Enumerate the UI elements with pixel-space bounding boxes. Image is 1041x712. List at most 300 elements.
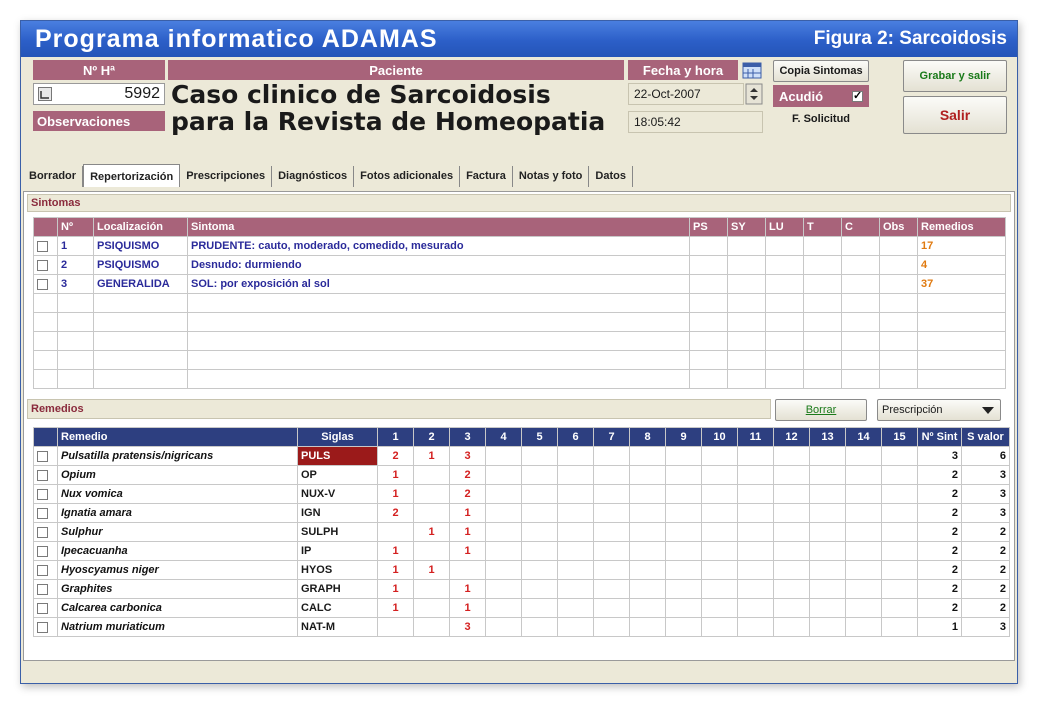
symptom-grade-empty — [594, 504, 630, 523]
empty-cell[interactable] — [34, 351, 58, 370]
symptom-grade-empty — [774, 599, 810, 618]
sintomas-col-header[interactable]: T — [804, 218, 842, 237]
empty-cell[interactable] — [842, 332, 880, 351]
remedio-check-cell[interactable] — [34, 504, 58, 523]
remedio-n-sint: 2 — [918, 599, 962, 618]
sintoma-remedios-count: 17 — [918, 237, 1006, 256]
remedios-col-header[interactable]: 9 — [666, 428, 702, 447]
remedios-col-header[interactable]: 13 — [810, 428, 846, 447]
remedio-siglas[interactable]: HYOS — [298, 561, 378, 580]
symptom-grade-empty — [558, 618, 594, 637]
sintoma-text[interactable]: Desnudo: durmiendo — [188, 256, 690, 275]
remedio-s-valor: 2 — [962, 523, 1010, 542]
symptom-grade-empty — [738, 599, 774, 618]
sintomas-col-header[interactable]: Remedios — [918, 218, 1006, 237]
empty-cell[interactable] — [880, 313, 918, 332]
remedios-table — [33, 427, 1010, 637]
remedio-siglas[interactable]: OP — [298, 466, 378, 485]
sintoma-flag-cell[interactable] — [804, 256, 842, 275]
symptom-grade-empty — [702, 542, 738, 561]
row-checkbox[interactable] — [37, 508, 48, 519]
remedio-n-sint: 2 — [918, 542, 962, 561]
remedio-name[interactable]: Natrium muriaticum — [58, 618, 298, 637]
symptom-grade-empty — [846, 504, 882, 523]
remedio-siglas[interactable]: IGN — [298, 504, 378, 523]
remedios-col-header[interactable]: Nº Sint — [918, 428, 962, 447]
empty-cell[interactable] — [804, 332, 842, 351]
spinner-icon[interactable] — [745, 83, 763, 105]
symptom-grade-1: 1 — [378, 485, 414, 504]
remedios-col-header[interactable]: 4 — [486, 428, 522, 447]
nh-value: 5992 — [124, 85, 160, 102]
remedios-col-header[interactable]: Remedio — [58, 428, 298, 447]
row-checkbox[interactable] — [37, 622, 48, 633]
sintoma-text[interactable]: SOL: por exposición al sol — [188, 275, 690, 294]
remedio-row[interactable] — [34, 561, 1010, 580]
symptom-grade-empty — [774, 523, 810, 542]
empty-cell[interactable] — [804, 313, 842, 332]
symptom-grade-empty — [522, 542, 558, 561]
symptom-grade-empty — [882, 504, 918, 523]
symptom-grade-empty — [882, 485, 918, 504]
sintoma-flag-cell[interactable] — [766, 256, 804, 275]
symptom-grade-empty — [558, 466, 594, 485]
sintoma-empty-row[interactable] — [34, 370, 1006, 389]
remedio-row[interactable] — [34, 580, 1010, 599]
symptom-grade-empty — [522, 485, 558, 504]
sintoma-remedios-count: 37 — [918, 275, 1006, 294]
symptom-grade-empty — [630, 523, 666, 542]
remedios-col-header[interactable]: Siglas — [298, 428, 378, 447]
remedio-check-cell[interactable] — [34, 466, 58, 485]
empty-cell[interactable] — [728, 332, 766, 351]
remedio-n-sint: 2 — [918, 580, 962, 599]
empty-cell[interactable] — [690, 351, 728, 370]
sintomas-col-header[interactable]: Sintoma — [188, 218, 690, 237]
remedios-col-header[interactable]: 2 — [414, 428, 450, 447]
remedio-siglas[interactable]: IP — [298, 542, 378, 561]
symptom-grade-empty — [810, 466, 846, 485]
empty-cell[interactable] — [728, 351, 766, 370]
empty-cell[interactable] — [728, 313, 766, 332]
prescripcion-dropdown[interactable] — [877, 399, 1001, 421]
remedio-siglas[interactable]: PULS — [298, 447, 378, 466]
empty-cell[interactable] — [58, 313, 94, 332]
remedios-col-header[interactable]: 10 — [702, 428, 738, 447]
symptom-grade-empty — [558, 580, 594, 599]
remedio-row[interactable] — [34, 504, 1010, 523]
symptom-grade-3 — [450, 561, 486, 580]
empty-cell[interactable] — [690, 370, 728, 389]
symptom-grade-empty — [558, 485, 594, 504]
sintomas-col-header[interactable]: LU — [766, 218, 804, 237]
symptom-grade-empty — [810, 542, 846, 561]
date-value: 22-Oct-2007 — [634, 87, 701, 101]
sintoma-flag-cell[interactable] — [880, 275, 918, 294]
remedio-check-cell[interactable] — [34, 580, 58, 599]
remedio-name[interactable]: Calcarea carbonica — [58, 599, 298, 618]
remedio-name[interactable]: Opium — [58, 466, 298, 485]
symptom-grade-empty — [666, 504, 702, 523]
sintoma-flag-cell[interactable] — [842, 275, 880, 294]
empty-cell[interactable] — [842, 370, 880, 389]
empty-cell[interactable] — [58, 294, 94, 313]
tab-diagnosticos[interactable]: Diagnósticos — [272, 166, 354, 187]
row-checkbox[interactable] — [37, 241, 48, 252]
symptom-grade-2: 1 — [414, 447, 450, 466]
sintoma-empty-row[interactable] — [34, 313, 1006, 332]
symptom-grade-empty — [594, 466, 630, 485]
empty-cell[interactable] — [804, 351, 842, 370]
sintoma-flag-cell[interactable] — [690, 275, 728, 294]
symptom-grade-2: 1 — [414, 523, 450, 542]
sintoma-number: 1 — [58, 237, 94, 256]
symptom-grade-empty — [738, 485, 774, 504]
empty-cell[interactable] — [766, 351, 804, 370]
app-title: Programa informatico ADAMAS — [35, 24, 438, 53]
sintomas-col-header[interactable]: Obs — [880, 218, 918, 237]
sintoma-flag-cell[interactable] — [690, 237, 728, 256]
remedio-name[interactable]: Ipecacuanha — [58, 542, 298, 561]
remedio-name[interactable]: Ignatia amara — [58, 504, 298, 523]
empty-cell[interactable] — [94, 370, 188, 389]
record-nav-icon[interactable] — [38, 87, 52, 101]
sintoma-localizacion: PSIQUISMO — [94, 256, 188, 275]
empty-cell[interactable] — [58, 370, 94, 389]
symptom-grade-empty — [666, 466, 702, 485]
sintoma-flag-cell[interactable] — [842, 256, 880, 275]
symptom-grade-empty — [594, 561, 630, 580]
empty-cell[interactable] — [918, 351, 1006, 370]
empty-cell[interactable] — [690, 313, 728, 332]
acudio-field[interactable] — [773, 85, 869, 107]
remedio-row[interactable] — [34, 523, 1010, 542]
symptom-grade-empty — [774, 504, 810, 523]
symptom-grade-3: 1 — [450, 542, 486, 561]
sintoma-number: 3 — [58, 275, 94, 294]
row-checkbox[interactable] — [37, 260, 48, 271]
symptom-grade-empty — [630, 542, 666, 561]
empty-cell[interactable] — [34, 370, 58, 389]
empty-cell[interactable] — [842, 351, 880, 370]
remedio-check-cell[interactable] — [34, 485, 58, 504]
symptom-grade-empty — [630, 447, 666, 466]
symptom-grade-empty — [522, 447, 558, 466]
row-checkbox[interactable] — [37, 546, 48, 557]
remedios-col-header[interactable]: 1 — [378, 428, 414, 447]
tab-repertorizacion[interactable]: Repertorización — [83, 164, 180, 187]
row-checkbox[interactable] — [37, 603, 48, 614]
remedios-col-header[interactable]: 7 — [594, 428, 630, 447]
symptom-grade-empty — [882, 523, 918, 542]
row-checkbox[interactable] — [37, 584, 48, 595]
remedio-siglas[interactable]: SULPH — [298, 523, 378, 542]
empty-cell[interactable] — [34, 313, 58, 332]
prescripcion-label: Prescripción — [882, 404, 943, 416]
sintoma-flag-cell[interactable] — [766, 237, 804, 256]
empty-cell[interactable] — [94, 332, 188, 351]
symptom-grade-empty — [666, 618, 702, 637]
sintomas-col-header[interactable]: C — [842, 218, 880, 237]
remedio-n-sint: 2 — [918, 466, 962, 485]
remedios-col-header[interactable]: 11 — [738, 428, 774, 447]
sintoma-check-cell[interactable] — [34, 256, 58, 275]
symptom-grade-empty — [738, 523, 774, 542]
patient-label: Paciente — [168, 60, 624, 80]
empty-cell[interactable] — [766, 332, 804, 351]
empty-cell[interactable] — [188, 351, 690, 370]
time-field[interactable] — [628, 111, 763, 133]
empty-cell[interactable] — [188, 313, 690, 332]
symptom-grade-3: 1 — [450, 523, 486, 542]
remedio-siglas[interactable]: NAT-M — [298, 618, 378, 637]
sintoma-empty-row[interactable] — [34, 332, 1006, 351]
sintoma-flag-cell[interactable] — [766, 275, 804, 294]
empty-cell[interactable] — [766, 370, 804, 389]
empty-cell[interactable] — [34, 294, 58, 313]
sintoma-row[interactable] — [34, 237, 1006, 256]
empty-cell[interactable] — [880, 332, 918, 351]
empty-cell[interactable] — [804, 370, 842, 389]
empty-cell[interactable] — [94, 313, 188, 332]
tab-borrador[interactable]: Borrador — [23, 166, 83, 187]
remedio-siglas[interactable]: NUX-V — [298, 485, 378, 504]
empty-cell[interactable] — [94, 351, 188, 370]
remedio-s-valor: 6 — [962, 447, 1010, 466]
salir-button[interactable]: Salir — [903, 96, 1007, 134]
remedios-col-header[interactable] — [34, 428, 58, 447]
row-checkbox[interactable] — [37, 527, 48, 538]
acudio-checkbox[interactable] — [852, 91, 863, 102]
remedios-col-header[interactable]: 12 — [774, 428, 810, 447]
remedio-n-sint: 1 — [918, 618, 962, 637]
sintoma-flag-cell[interactable] — [728, 256, 766, 275]
empty-cell[interactable] — [766, 313, 804, 332]
remedio-name[interactable]: Nux vomica — [58, 485, 298, 504]
sintoma-empty-row[interactable] — [34, 351, 1006, 370]
symptom-grade-empty — [702, 447, 738, 466]
remedio-siglas[interactable]: CALC — [298, 599, 378, 618]
grabar-salir-button[interactable]: Grabar y salir — [903, 60, 1007, 92]
symptom-grade-3: 2 — [450, 485, 486, 504]
sintoma-flag-cell[interactable] — [842, 237, 880, 256]
remedio-name[interactable]: Sulphur — [58, 523, 298, 542]
symptom-grade-empty — [666, 580, 702, 599]
symptom-grade-3: 1 — [450, 580, 486, 599]
symptom-grade-empty — [738, 504, 774, 523]
sintomas-col-header[interactable]: PS — [690, 218, 728, 237]
tab-fotos-adicionales[interactable]: Fotos adicionales — [354, 166, 460, 187]
empty-cell[interactable] — [188, 294, 690, 313]
empty-cell[interactable] — [728, 294, 766, 313]
sintoma-flag-cell[interactable] — [804, 237, 842, 256]
symptom-grade-empty — [846, 599, 882, 618]
symptom-grade-empty — [594, 485, 630, 504]
remedios-col-header[interactable]: 8 — [630, 428, 666, 447]
symptom-grade-1: 1 — [378, 466, 414, 485]
empty-cell[interactable] — [918, 313, 1006, 332]
symptom-grade-empty — [738, 466, 774, 485]
symptom-grade-3: 1 — [450, 504, 486, 523]
symptom-grade-empty — [846, 542, 882, 561]
remedio-check-cell[interactable] — [34, 561, 58, 580]
symptom-grade-empty — [630, 466, 666, 485]
remedio-s-valor: 2 — [962, 542, 1010, 561]
remedio-name[interactable]: Graphites — [58, 580, 298, 599]
sintoma-text[interactable]: PRUDENTE: cauto, moderado, comedido, mesurado — [188, 237, 690, 256]
borrar-button[interactable]: Borrar — [775, 399, 867, 421]
empty-cell[interactable] — [842, 294, 880, 313]
tab-prescripciones[interactable]: Prescripciones — [180, 166, 272, 187]
remedio-row[interactable] — [34, 618, 1010, 637]
sintoma-number: 2 — [58, 256, 94, 275]
remedio-check-cell[interactable] — [34, 618, 58, 637]
row-checkbox[interactable] — [37, 451, 48, 462]
remedio-s-valor: 3 — [962, 618, 1010, 637]
remedio-row[interactable] — [34, 466, 1010, 485]
sintomas-col-header[interactable]: Nº — [58, 218, 94, 237]
patient-name-line2[interactable]: para la Revista de Homeopatia — [171, 107, 606, 136]
figure-caption: Figura 2: Sarcoidosis — [813, 28, 1007, 49]
time-value: 18:05:42 — [634, 115, 681, 129]
remedio-check-cell[interactable] — [34, 447, 58, 466]
fecha-label: Fecha y hora — [628, 60, 738, 80]
empty-cell[interactable] — [728, 370, 766, 389]
symptom-grade-empty — [666, 542, 702, 561]
sintomas-col-header[interactable] — [34, 218, 58, 237]
symptom-grade-1: 1 — [378, 542, 414, 561]
remedio-siglas[interactable]: GRAPH — [298, 580, 378, 599]
empty-cell[interactable] — [766, 294, 804, 313]
symptom-grade-empty — [522, 504, 558, 523]
empty-cell[interactable] — [188, 370, 690, 389]
sintoma-empty-row[interactable] — [34, 294, 1006, 313]
symptom-grade-1: 1 — [378, 561, 414, 580]
empty-cell[interactable] — [690, 294, 728, 313]
remedio-name[interactable]: Hyoscyamus niger — [58, 561, 298, 580]
empty-cell[interactable] — [880, 294, 918, 313]
main-window — [20, 20, 1018, 684]
remedio-s-valor: 3 — [962, 504, 1010, 523]
empty-cell[interactable] — [188, 332, 690, 351]
symptom-grade-empty — [702, 466, 738, 485]
copia-sintomas-button[interactable]: Copia Sintomas — [773, 60, 869, 82]
symptom-grade-empty — [666, 485, 702, 504]
tab-factura[interactable]: Factura — [460, 166, 513, 187]
symptom-grade-2 — [414, 599, 450, 618]
symptom-grade-3: 2 — [450, 466, 486, 485]
empty-cell[interactable] — [94, 294, 188, 313]
symptom-grade-empty — [630, 504, 666, 523]
sintomas-col-header[interactable]: Localización — [94, 218, 188, 237]
acudio-label: Acudió — [779, 88, 824, 104]
symptom-grade-empty — [810, 561, 846, 580]
remedio-n-sint: 2 — [918, 485, 962, 504]
symptom-grade-empty — [882, 447, 918, 466]
symptom-grade-empty — [810, 504, 846, 523]
nh-field[interactable] — [33, 83, 165, 105]
row-checkbox[interactable] — [37, 279, 48, 290]
tab-datos[interactable]: Datos — [589, 166, 633, 187]
remedio-n-sint: 3 — [918, 447, 962, 466]
remedio-n-sint: 2 — [918, 504, 962, 523]
remedios-col-header[interactable]: 14 — [846, 428, 882, 447]
symptom-grade-empty — [630, 580, 666, 599]
empty-cell[interactable] — [842, 313, 880, 332]
sintoma-row[interactable] — [34, 256, 1006, 275]
symptom-grade-empty — [486, 561, 522, 580]
symptom-grade-1 — [378, 618, 414, 637]
symptom-grade-empty — [666, 599, 702, 618]
remedios-col-header[interactable]: 3 — [450, 428, 486, 447]
empty-cell[interactable] — [58, 351, 94, 370]
empty-cell[interactable] — [918, 294, 1006, 313]
sintoma-flag-cell[interactable] — [728, 275, 766, 294]
observaciones-label[interactable]: Observaciones — [33, 111, 165, 131]
remedio-check-cell[interactable] — [34, 542, 58, 561]
empty-cell[interactable] — [804, 294, 842, 313]
sintoma-flag-cell[interactable] — [880, 256, 918, 275]
empty-cell[interactable] — [58, 332, 94, 351]
symptom-grade-empty — [846, 485, 882, 504]
empty-cell[interactable] — [880, 351, 918, 370]
remedios-col-header[interactable]: 15 — [882, 428, 918, 447]
remedio-row[interactable] — [34, 599, 1010, 618]
remedio-check-cell[interactable] — [34, 523, 58, 542]
sintoma-localizacion: PSIQUISMO — [94, 237, 188, 256]
remedio-row[interactable] — [34, 447, 1010, 466]
row-checkbox[interactable] — [37, 565, 48, 576]
empty-cell[interactable] — [918, 332, 1006, 351]
empty-cell[interactable] — [880, 370, 918, 389]
remedio-name[interactable]: Pulsatilla pratensis/nigricans — [58, 447, 298, 466]
symptom-grade-empty — [846, 618, 882, 637]
sintoma-flag-cell[interactable] — [690, 256, 728, 275]
symptom-grade-1: 1 — [378, 580, 414, 599]
empty-cell[interactable] — [34, 332, 58, 351]
sintoma-check-cell[interactable] — [34, 275, 58, 294]
empty-cell[interactable] — [690, 332, 728, 351]
remedios-col-header[interactable]: 5 — [522, 428, 558, 447]
symptom-grade-empty — [846, 523, 882, 542]
symptom-grade-2: 1 — [414, 561, 450, 580]
empty-cell[interactable] — [918, 370, 1006, 389]
symptom-grade-2 — [414, 542, 450, 561]
calendar-icon[interactable] — [741, 60, 763, 80]
symptom-grade-empty — [738, 561, 774, 580]
remedios-col-header[interactable]: S valor — [962, 428, 1010, 447]
row-checkbox[interactable] — [37, 489, 48, 500]
symptom-grade-empty — [486, 542, 522, 561]
sintoma-flag-cell[interactable] — [804, 275, 842, 294]
tab-notas-foto[interactable]: Notas y foto — [513, 166, 590, 187]
symptom-grade-empty — [702, 504, 738, 523]
row-checkbox[interactable] — [37, 470, 48, 481]
sintomas-col-header[interactable]: SY — [728, 218, 766, 237]
sintoma-flag-cell[interactable] — [880, 237, 918, 256]
sintoma-check-cell[interactable] — [34, 237, 58, 256]
symptom-grade-empty — [882, 466, 918, 485]
remedio-row[interactable] — [34, 485, 1010, 504]
sintoma-row[interactable] — [34, 275, 1006, 294]
sintoma-flag-cell[interactable] — [728, 237, 766, 256]
remedios-col-header[interactable]: 6 — [558, 428, 594, 447]
remedio-check-cell[interactable] — [34, 599, 58, 618]
patient-name-line1[interactable]: Caso clinico de Sarcoidosis — [171, 80, 551, 109]
symptom-grade-empty — [882, 618, 918, 637]
remedio-row[interactable] — [34, 542, 1010, 561]
date-field[interactable] — [628, 83, 744, 105]
